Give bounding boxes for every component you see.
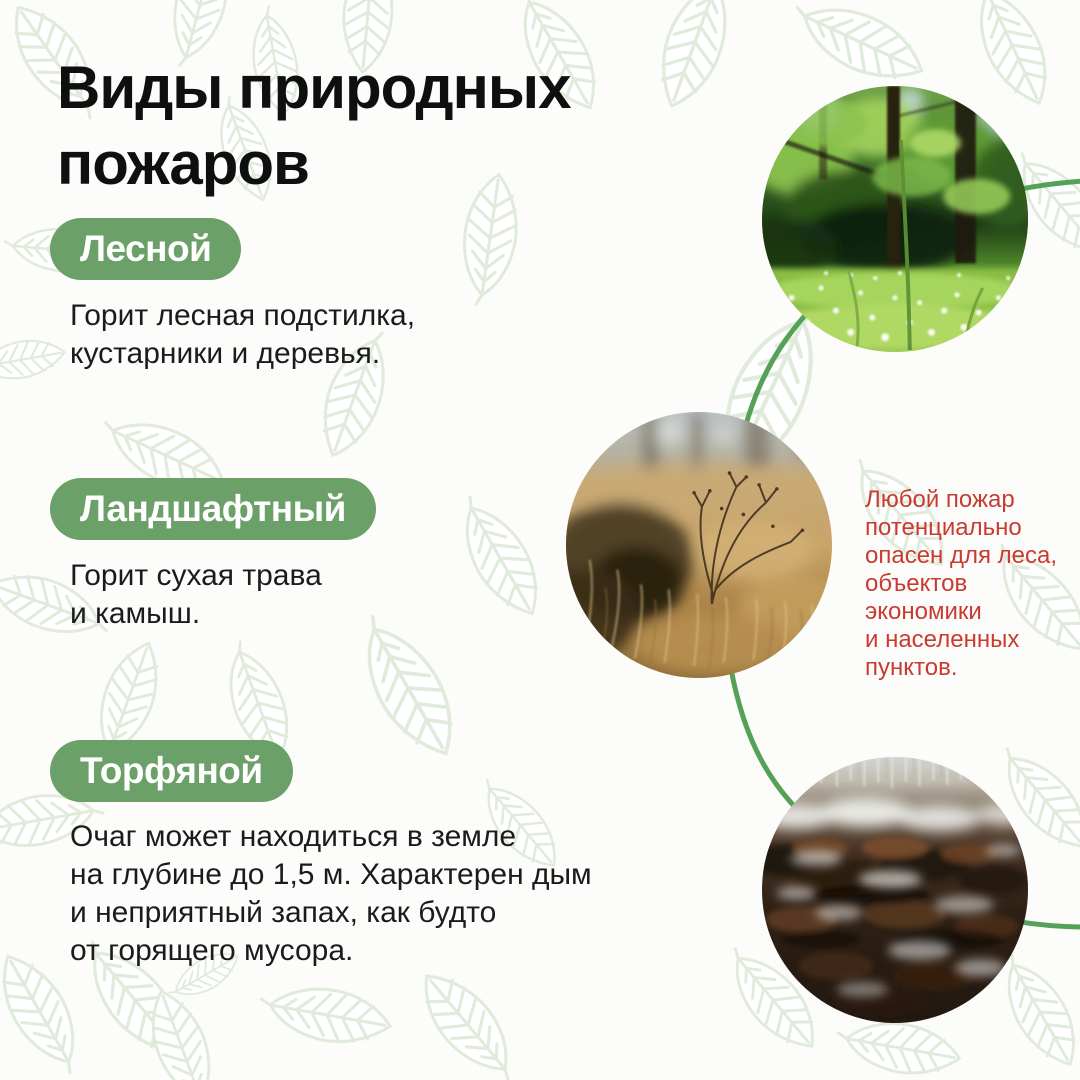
danger-note — [865, 486, 1070, 682]
description-peat — [70, 818, 592, 970]
description-line: от горящего мусора. — [70, 934, 354, 967]
description-line: на глубине до 1,5 м. Характерен дым — [70, 858, 592, 891]
description-line: Горит сухая трава — [70, 559, 322, 592]
note-line: экономики — [865, 598, 982, 625]
description-line: и неприятный запах, как будто — [70, 896, 497, 929]
description-line: Горит лесная подстилка, — [70, 299, 416, 332]
title-line-2: пожаров — [57, 130, 309, 197]
page-title — [57, 50, 570, 202]
description-landscape — [70, 557, 322, 633]
dry-grass-photo — [566, 412, 832, 678]
note-line: опасен для леса, — [865, 542, 1057, 569]
badge-landscape: Ландшафтный — [50, 478, 376, 540]
forest-photo — [762, 86, 1028, 352]
description-forest — [70, 297, 415, 373]
note-line: и населенных — [865, 626, 1020, 653]
title-line-1: Виды природных — [57, 54, 571, 121]
note-line: потенциально — [865, 514, 1022, 541]
description-line: кустарники и деревья. — [70, 337, 381, 370]
description-line: Очаг может находиться в земле — [70, 820, 517, 853]
note-line: пунктов. — [865, 654, 958, 681]
note-line: Любой пожар — [865, 486, 1015, 513]
note-line: объектов — [865, 570, 968, 597]
description-line: и камыш. — [70, 597, 201, 630]
badge-forest: Лесной — [50, 218, 241, 280]
peat-photo — [762, 757, 1028, 1023]
badge-peat: Торфяной — [50, 740, 293, 802]
